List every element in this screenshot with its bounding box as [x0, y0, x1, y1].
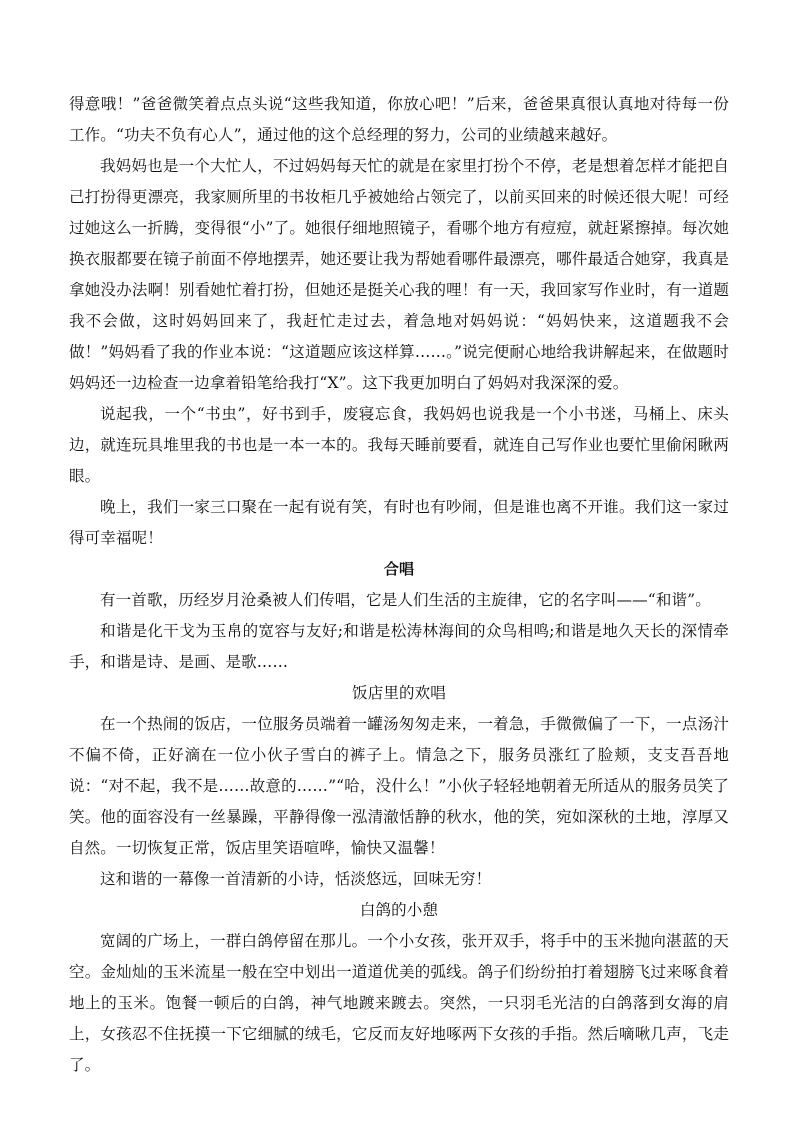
paragraph-restaurant-story: 在一个热闹的饭店，一位服务员端着一罐汤匆匆走来，一着急，手微微偏了一下，一点汤汁不偏不倚，正好滴在一位小伙子雪白的裤子上。情急之下，服务员涨红了脸颊，支支吾吾地说：“对不起，我不是……故意的……”“哈，没什么！”小伙子轻轻地朝着无所适从的服务员笑了笑。他的面容没有一丝暴躁，平静得像一泓清澈恬静的秋水，他的笑，宛如深秋的土地，淳厚又自然。一切恢复正常，饭店里笑语喧哗，愉快又温馨！	[69, 715, 729, 857]
section-title-pigeons: 白鸽的小憩	[359, 901, 439, 919]
paragraph-restaurant-summary: 这和谐的一幕像一首清新的小诗，恬淡悠远，回味无穷！	[100, 870, 492, 888]
document-body	[69, 89, 729, 1081]
paragraph-continued: 得意哦！”爸爸微笑着点点头说“这些我知道，你放心吧！”后来，爸爸果真很认真地对待每一份工作。“功夫不负有心人”，通过他的这个总经理的努力，公司的业绩越来越好。	[69, 95, 729, 144]
paragraph-song-intro: 有一首歌，历经岁月沧桑被人们传唱，它是人们生活的主旋律，它的名字叫——“和谐”。	[100, 591, 711, 609]
essay-title: 合唱	[383, 560, 415, 578]
section-title-restaurant: 饭店里的欢唱	[352, 684, 446, 702]
paragraph-pigeons-story: 宽阔的广场上，一群白鸽停留在那儿。一个小女孩，张开双手，将手中的玉米抛向湛蓝的天空。金灿灿的玉米流星一般在空中划出一道道优美的弧线。鸽子们纷纷拍打着翅膀飞过来啄食着地上的玉米。饱餐一顿后的白鸽，神气地踱来踱去。突然，一只羽毛光洁的白鸽落到女海的肩上，女孩忍不住抚摸一下它细腻的绒毛，它反而友好地啄两下女孩的手指。然后嘀啾几声，飞走了。	[69, 932, 729, 1074]
paragraph-harmony-definition: 和谐是化干戈为玉帛的宽容与友好;和谐是松涛林海间的众鸟相鸣;和谐是地久天长的深情牵手，和谐是诗、是画、是歌……	[69, 622, 729, 671]
paragraph-mother: 我妈妈也是一个大忙人，不过妈妈每天忙的就是在家里打扮个不停，老是想着怎样才能把自己打扮得更漂亮，我家厕所里的书妆柜几乎被她给占领完了，以前买回来的时候还很大呢！可经过她这么一折腾，变得很“小”了。她很仔细地照镜子，看哪个地方有痘痘，就赶紧擦掉。每次她换衣服都要在镜子前面不停地摆弄，她还要让我为帮她看哪件最漂亮，哪件最适合她穿，我真是拿她没办法啊！别看她忙着打扮，但她还是挺关心我的哩！有一天，我回家写作业时，有一道题我不会做，这时妈妈回来了，我赶忙走过去，着急地对妈妈说：“妈妈快来，这道题我不会做！”妈妈看了我的作业本说：“这道题应该这样算……。”说完便耐心地给我讲解起来，在做题时妈妈还一边检查一边拿着铅笔给我打“X”。这下我更加明白了妈妈对我深深的爱。	[69, 157, 729, 392]
paragraph-me: 说起我，一个“书虫”，好书到手，废寝忘食，我妈妈也说我是一个小书迷，马桶上、床头边，就连玩具堆里我的书也是一本一本的。我每天睡前要看，就连自己写作业也要忙里偷闲瞅两眼。	[69, 405, 729, 485]
paragraph-evening: 晚上，我们一家三口聚在一起有说有笑，有时也有吵闹，但是谁也离不开谁。我们这一家过得可幸福呢！	[69, 498, 729, 547]
